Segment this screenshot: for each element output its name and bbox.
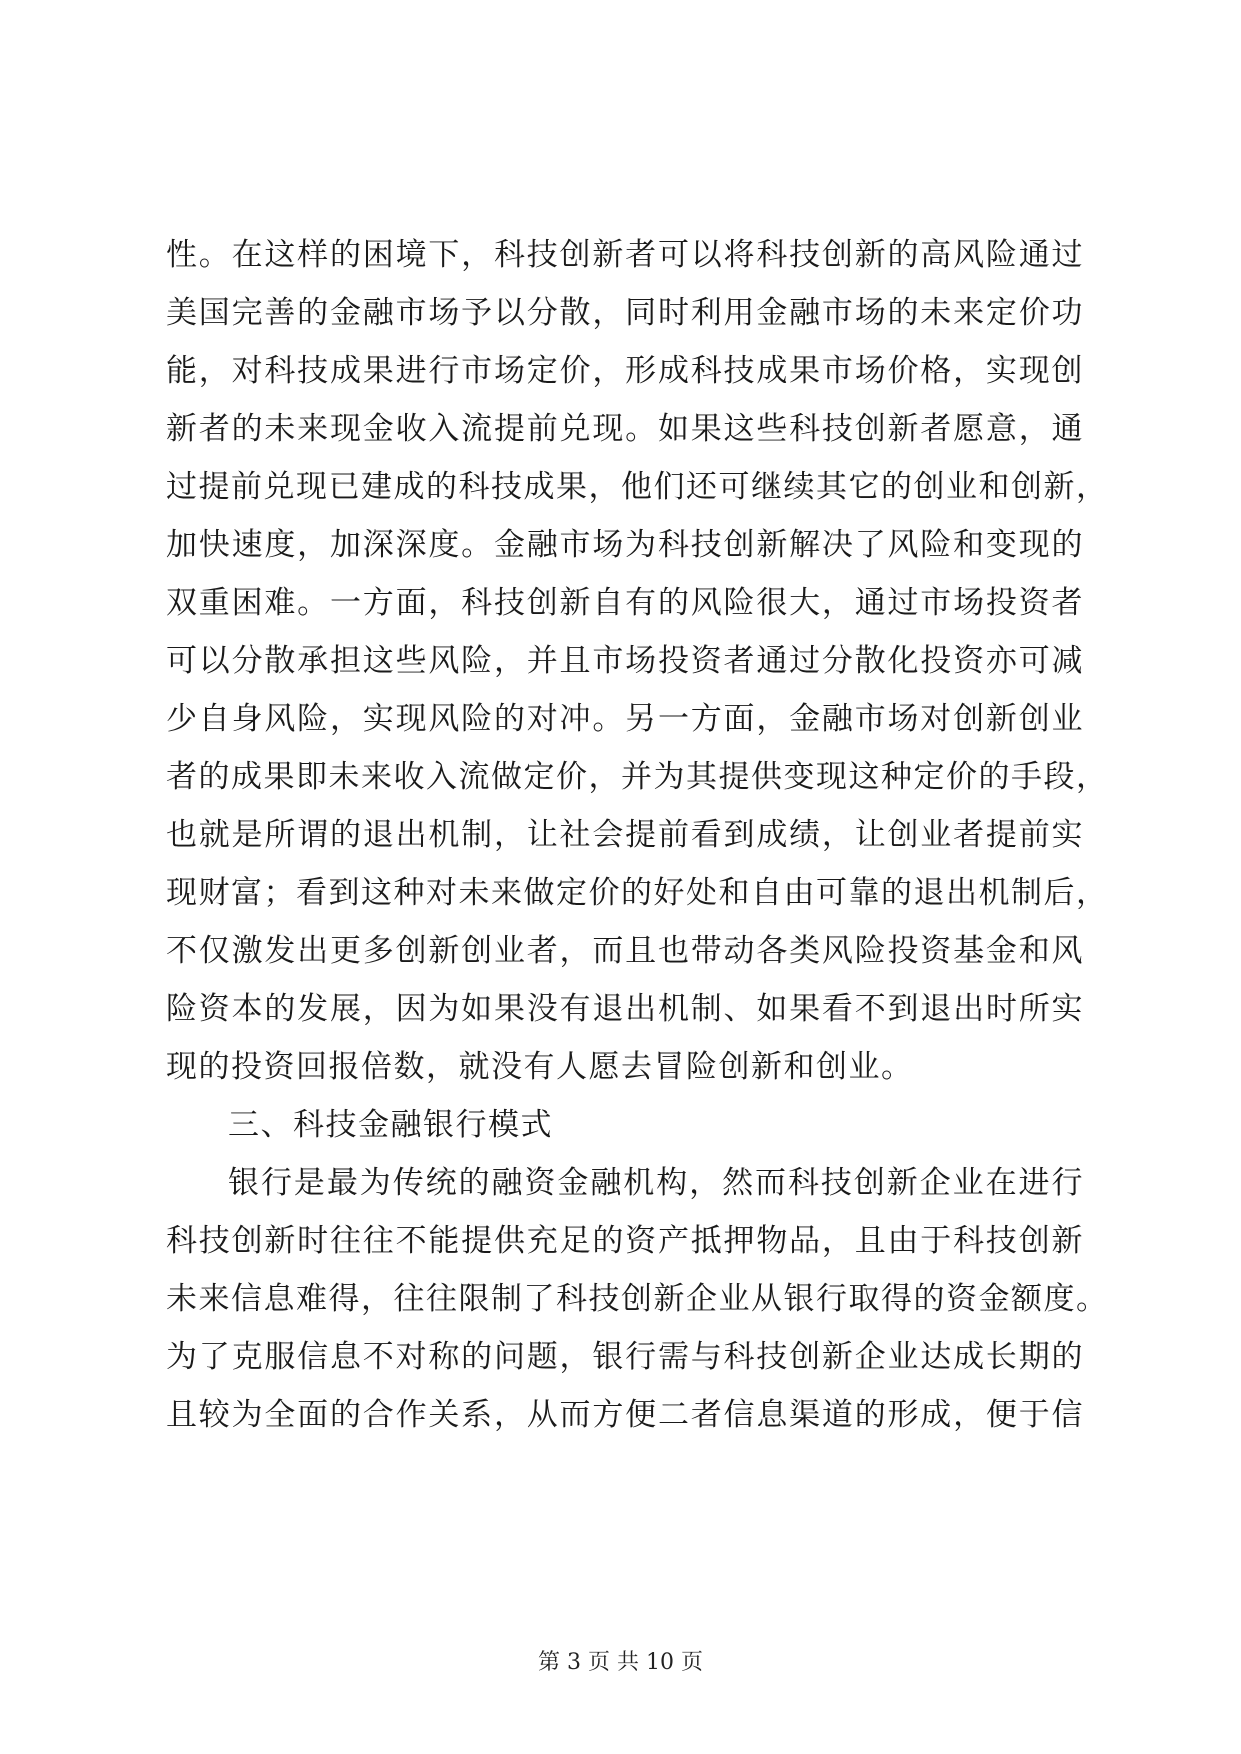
text-line: 现的投资回报倍数，就没有人愿去冒险创新和创业。 xyxy=(166,1049,914,1085)
text-line: 不仅激发出更多创新创业者，而且也带动各类风险投资基金和风 xyxy=(166,933,1084,969)
text-line: 为了克服信息不对称的问题，银行需与科技创新企业达成长期的 xyxy=(166,1339,1084,1375)
text-line: 可以分散承担这些风险，并且市场投资者通过分散化投资亦可减 xyxy=(166,643,1084,679)
text-line: 科技创新时往往不能提供充足的资产抵押物品，且由于科技创新 xyxy=(166,1223,1084,1259)
text-line: 能，对科技成果进行市场定价，形成科技成果市场价格，实现创 xyxy=(166,353,1084,389)
section-heading: 三、科技金融银行模式 xyxy=(228,1107,553,1143)
paragraph-continued xyxy=(166,226,1109,1096)
text-line: 也就是所谓的退出机制，让社会提前看到成绩，让创业者提前实 xyxy=(166,817,1084,853)
section-paragraph xyxy=(166,1154,1109,1444)
text-line: 双重困难。一方面，科技创新自有的风险很大，通过市场投资者 xyxy=(166,585,1084,621)
page-body xyxy=(166,226,1109,1444)
text-line: 少自身风险，实现风险的对冲。另一方面，金融市场对创新创业 xyxy=(166,701,1084,737)
text-line: 险资本的发展，因为如果没有退出机制、如果看不到退出时所实 xyxy=(166,991,1084,1027)
text-line: 过提前兑现已建成的科技成果，他们还可继续其它的创业和创新， xyxy=(166,469,1109,505)
text-line: 现财富；看到这种对未来做定价的好处和自由可靠的退出机制后， xyxy=(166,875,1109,911)
text-line: 者的成果即未来收入流做定价，并为其提供变现这种定价的手段， xyxy=(166,759,1109,795)
text-line: 未来信息难得，往往限制了科技创新企业从银行取得的资金额度。 xyxy=(166,1281,1109,1317)
text-line: 且较为全面的合作关系，从而方便二者信息渠道的形成，便于信 xyxy=(166,1397,1084,1433)
text-line: 加快速度，加深深度。金融市场为科技创新解决了风险和变现的 xyxy=(166,527,1084,563)
text-line: 新者的未来现金收入流提前兑现。如果这些科技创新者愿意，通 xyxy=(166,411,1084,447)
text-line: 美国完善的金融市场予以分散，同时利用金融市场的未来定价功 xyxy=(166,295,1084,331)
page-footer: 第 3 页 共 10 页 xyxy=(538,1650,703,1675)
text-line: 性。在这样的困境下，科技创新者可以将科技创新的高风险通过 xyxy=(166,237,1084,273)
text-line: 银行是最为传统的融资金融机构，然而科技创新企业在进行 xyxy=(228,1165,1084,1201)
